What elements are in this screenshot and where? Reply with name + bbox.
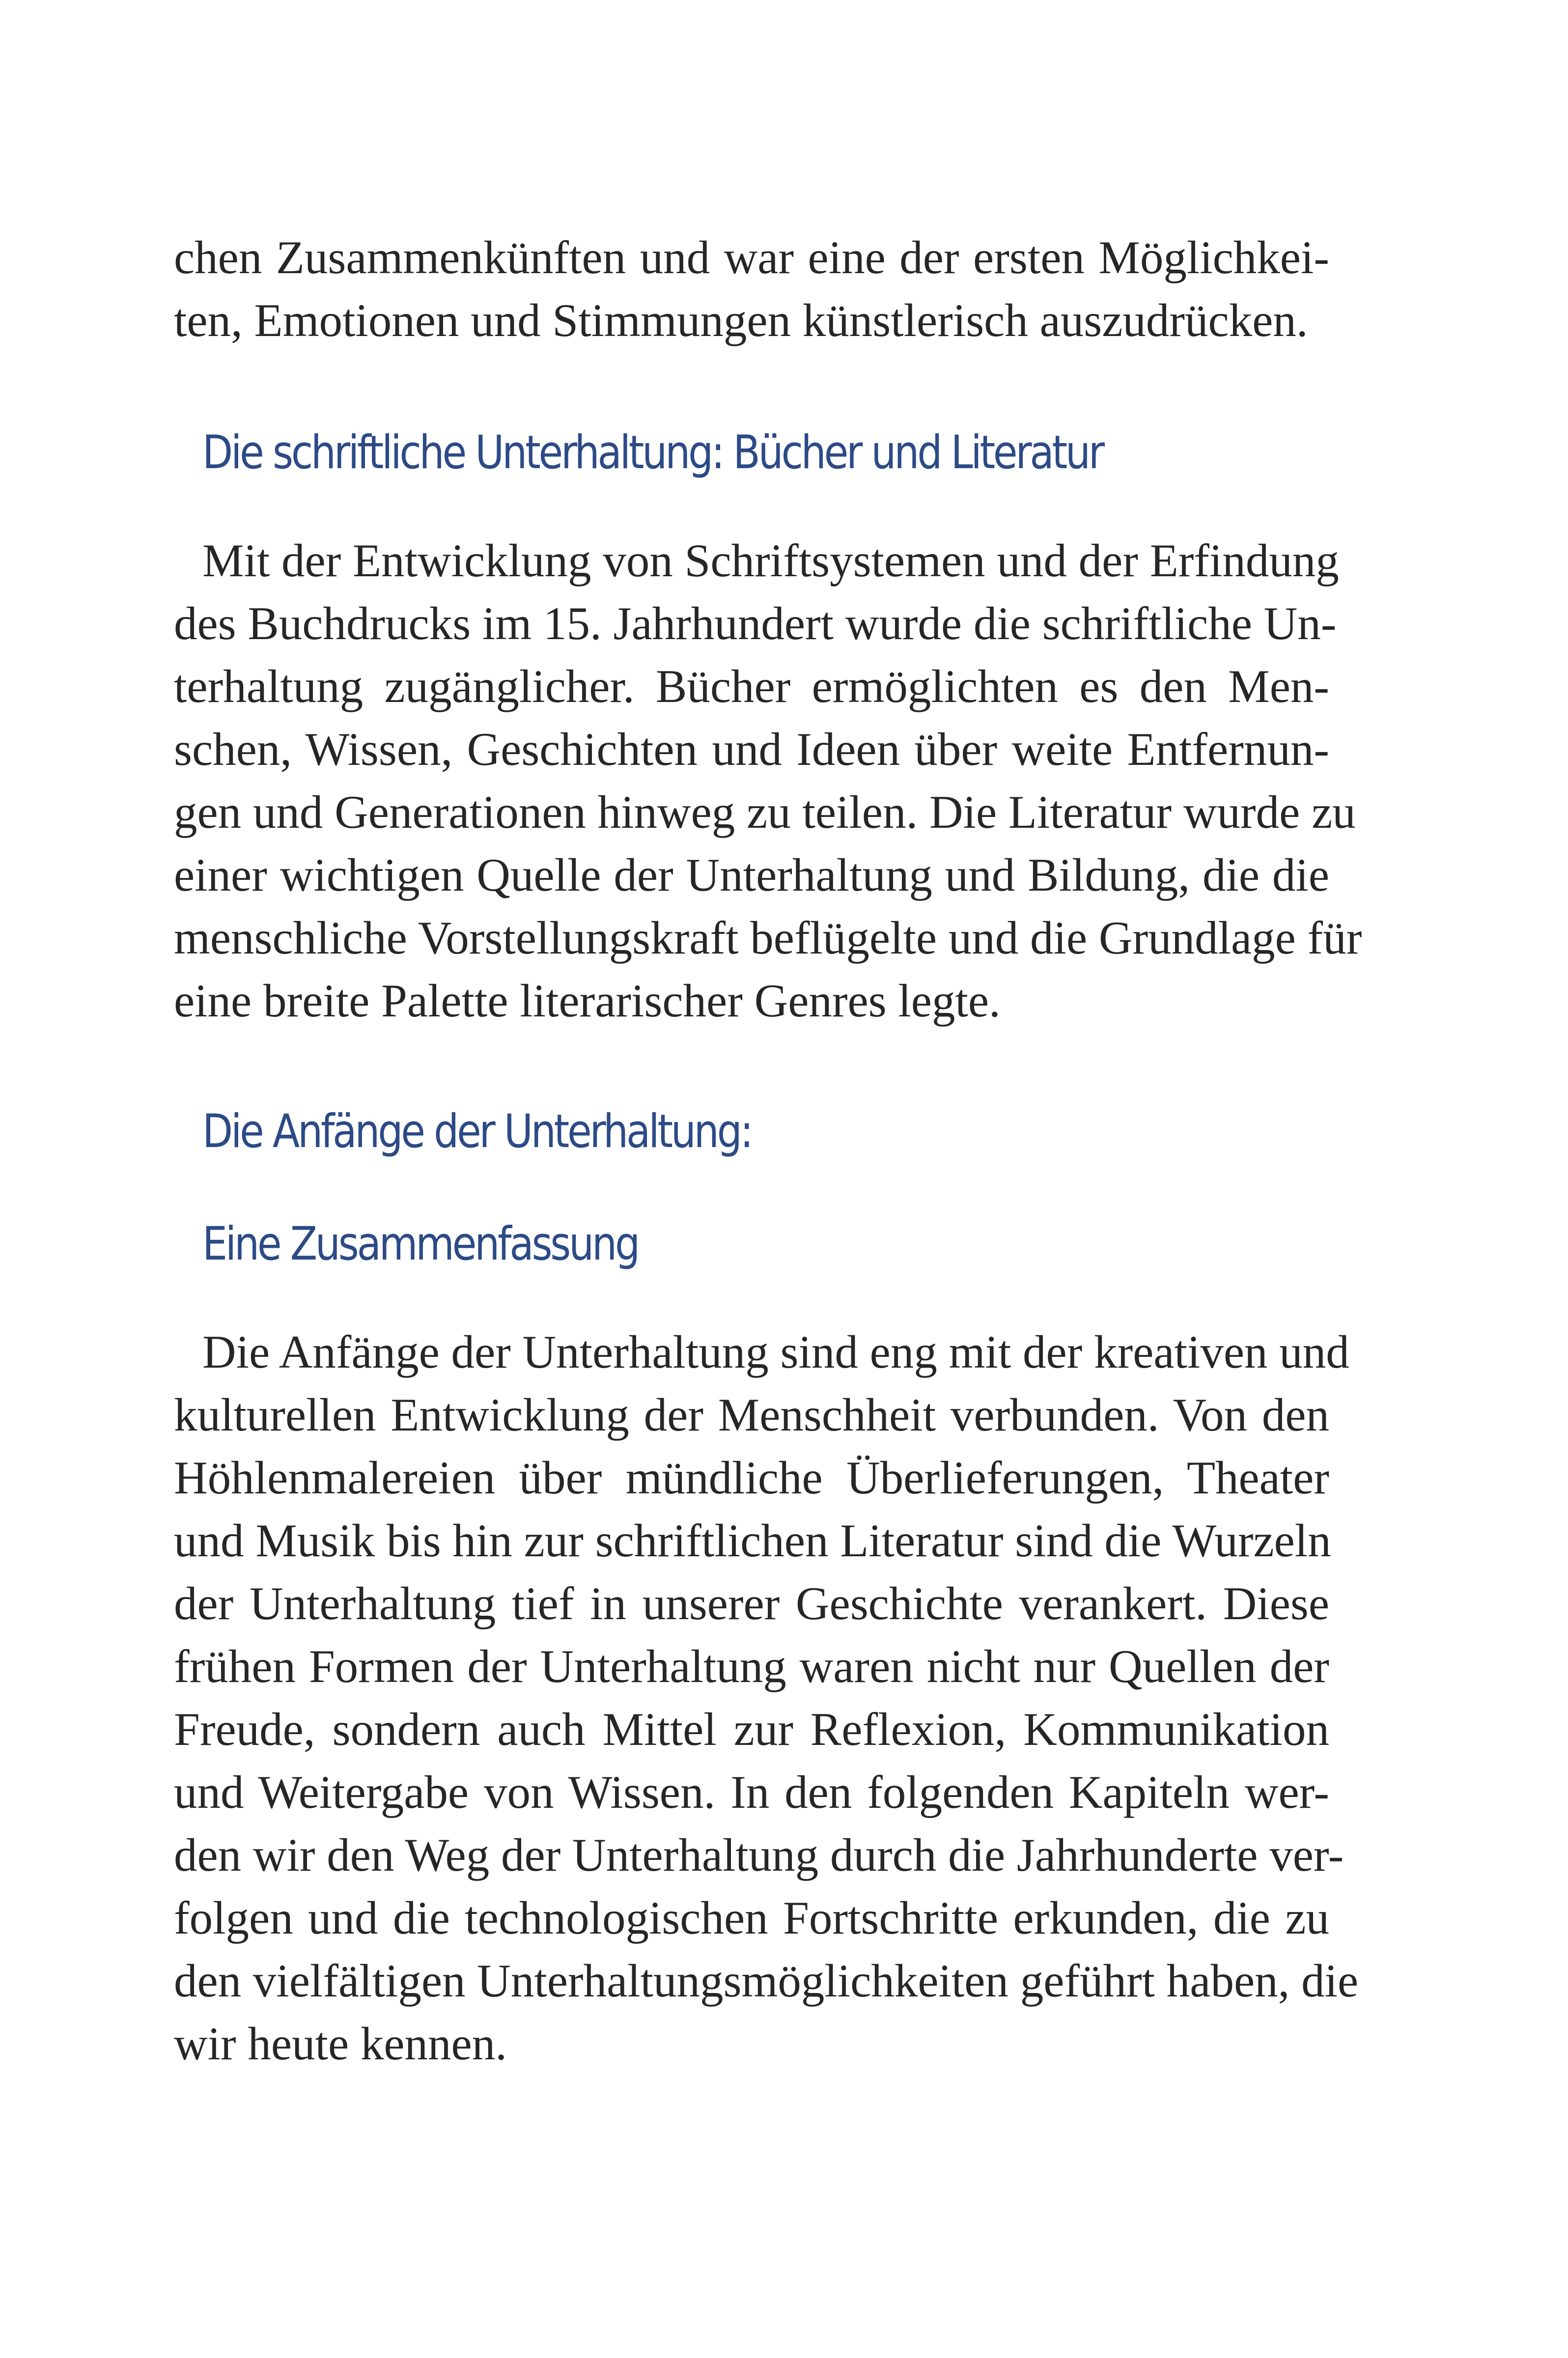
text-line: Mit der Entwicklung von Schriftsystemen und der Erfindung [202,534,1339,587]
text-line: ten, Emotionen und Stimmungen künstlerisch auszudrücken. [174,294,1308,346]
text-line: menschliche Vorstellungskraft beflügelte und die Grundlage für [174,912,1362,964]
text-line: Die Anfänge der Unterhaltung sind eng mit der kreativen und [202,1326,1349,1378]
text-line: kulturellen Entwicklung der Menschheit verbunden. Von den [174,1389,1329,1441]
section-heading-books-literature: Die schriftliche Unterhaltung: Bücher und Literatur [202,426,1103,479]
section-heading-summary-line1: Die Anfänge der Unterhaltung: [202,1105,752,1158]
text-line: Freude, sondern auch Mittel zur Reflexion, Kommunikation [174,1703,1329,1755]
text-line: schen, Wissen, Geschichten und Ideen über weite Entfernun- [174,723,1329,775]
text-line: chen Zusammenkünften und war eine der ersten Möglichkei- [174,231,1329,283]
text-line: terhaltung zugänglicher. Bücher ermöglichten es den Men- [174,660,1329,712]
text-line: folgen und die technologischen Fortschritte erkunden, die zu [174,1892,1329,1944]
text-line: den vielfältigen Unterhaltungsmöglichkeiten geführt haben, die [174,1955,1359,2007]
text-line: des Buchdrucks im 15. Jahrhundert wurde die schriftliche Un- [174,597,1337,649]
section-heading-summary-line2: Eine Zusammenfassung [202,1217,638,1271]
text-line: wir heute kennen. [174,2018,507,2070]
text-line: den wir den Weg der Unterhaltung durch die Jahrhunderte ver- [174,1829,1344,1881]
text-line: und Musik bis hin zur schriftlichen Literatur sind die Wurzeln [174,1515,1331,1567]
text-line: gen und Generationen hinweg zu teilen. Die Literatur wurde zu [174,786,1356,838]
text-line: eine breite Palette literarischer Genres legte. [174,975,1001,1027]
text-line: einer wichtigen Quelle der Unterhaltung und Bildung, die die [174,849,1329,901]
text-line: und Weitergabe von Wissen. In den folgenden Kapiteln wer- [174,1766,1329,1818]
text-line: frühen Formen der Unterhaltung waren nicht nur Quellen der [174,1640,1329,1692]
text-line: Höhlenmalereien über mündliche Überlieferungen, Theater [174,1452,1329,1504]
text-line: der Unterhaltung tief in unserer Geschichte verankert. Diese [174,1577,1329,1629]
